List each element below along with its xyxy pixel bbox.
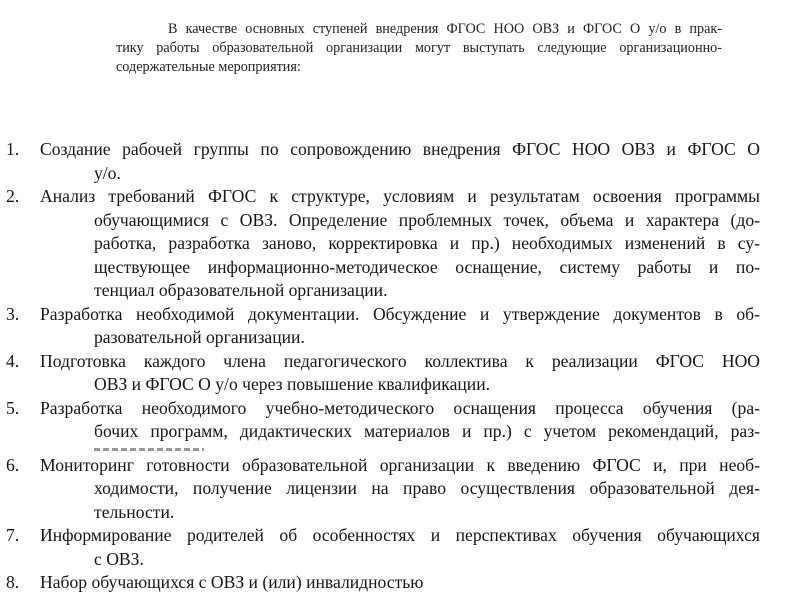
item-number: 3. [6, 303, 20, 324]
item-line: ществующее информационно-методическое оснащение, систему работы и по- [94, 256, 760, 277]
item-line: разовательной организации. [94, 327, 305, 347]
item-line: Разработка необходимого учебно-методического оснащения процесса обучения (ра- [40, 397, 760, 418]
item-line: с ОВЗ. [94, 548, 144, 569]
steps-list [0, 138, 770, 595]
list-item [0, 397, 770, 454]
item-line: Создание рабочей группы по сопровождению внедрения ФГОС НОО ОВЗ и ФГОС О [40, 139, 760, 159]
item-line: работка, разработка заново, корректировка и пр.) необходимых изменений в су- [94, 233, 760, 253]
list-item [0, 571, 770, 595]
item-number: 1. [6, 139, 20, 159]
cropped-text-fragment [94, 448, 204, 451]
item-line: Подготовка каждого члена педагогического коллектива к реализации ФГОС НОО [40, 350, 760, 371]
item-line: тенциал образовательной организации. [94, 280, 388, 300]
intro-line: содержательные мероприятия: [116, 59, 301, 75]
item-number: 6. [6, 454, 20, 475]
item-line: ОВЗ и ФГОС О у/о через повышение квалификации. [94, 374, 491, 394]
item-line: у/о. [94, 162, 121, 183]
list-item [0, 350, 770, 397]
list-item [0, 138, 770, 185]
item-number: 2. [6, 186, 20, 206]
item-line: Разработка необходимой документации. Обсуждение и утверждение документов в об- [40, 303, 760, 324]
item-line: Анализ требований ФГОС к структуре, условиям и результатам освоения программы [40, 186, 760, 206]
item-line: Мониторинг готовности образовательной организации к введению ФГОС и, при необ- [40, 454, 760, 475]
item-line: тельности. [94, 501, 175, 522]
list-item [0, 185, 770, 303]
item-number: 4. [6, 350, 20, 371]
item-number: 5. [6, 397, 20, 418]
cropped-line-remnant [94, 444, 770, 454]
intro-line: В качестве основных ступеней внедрения ФГОС НОО ОВЗ и ФГОС О у/о в прак- [168, 21, 722, 37]
item-number: 7. [6, 525, 20, 545]
item-line: обучающимися с ОВЗ. Определение проблемных точек, объема и характера (до- [94, 209, 760, 230]
intro-paragraph [116, 20, 722, 77]
list-item [0, 303, 770, 350]
item-line: Информирование родителей об особенностях и перспективах обучения обучающихся [40, 525, 760, 545]
item-line: Набор обучающихся с ОВЗ и (или) инвалидностью [40, 572, 424, 592]
item-number: 8. [6, 572, 20, 592]
list-item [0, 524, 770, 571]
item-line: ходимости, получение лицензии на право осуществления образовательной дея- [94, 478, 760, 498]
list-item [0, 454, 770, 525]
intro-line: тику работы образовательной организации могут выступать следующие организационно- [116, 40, 722, 56]
item-line: бочих программ, дидактических материалов и пр.) с учетом рекомендаций, раз- [94, 421, 760, 441]
